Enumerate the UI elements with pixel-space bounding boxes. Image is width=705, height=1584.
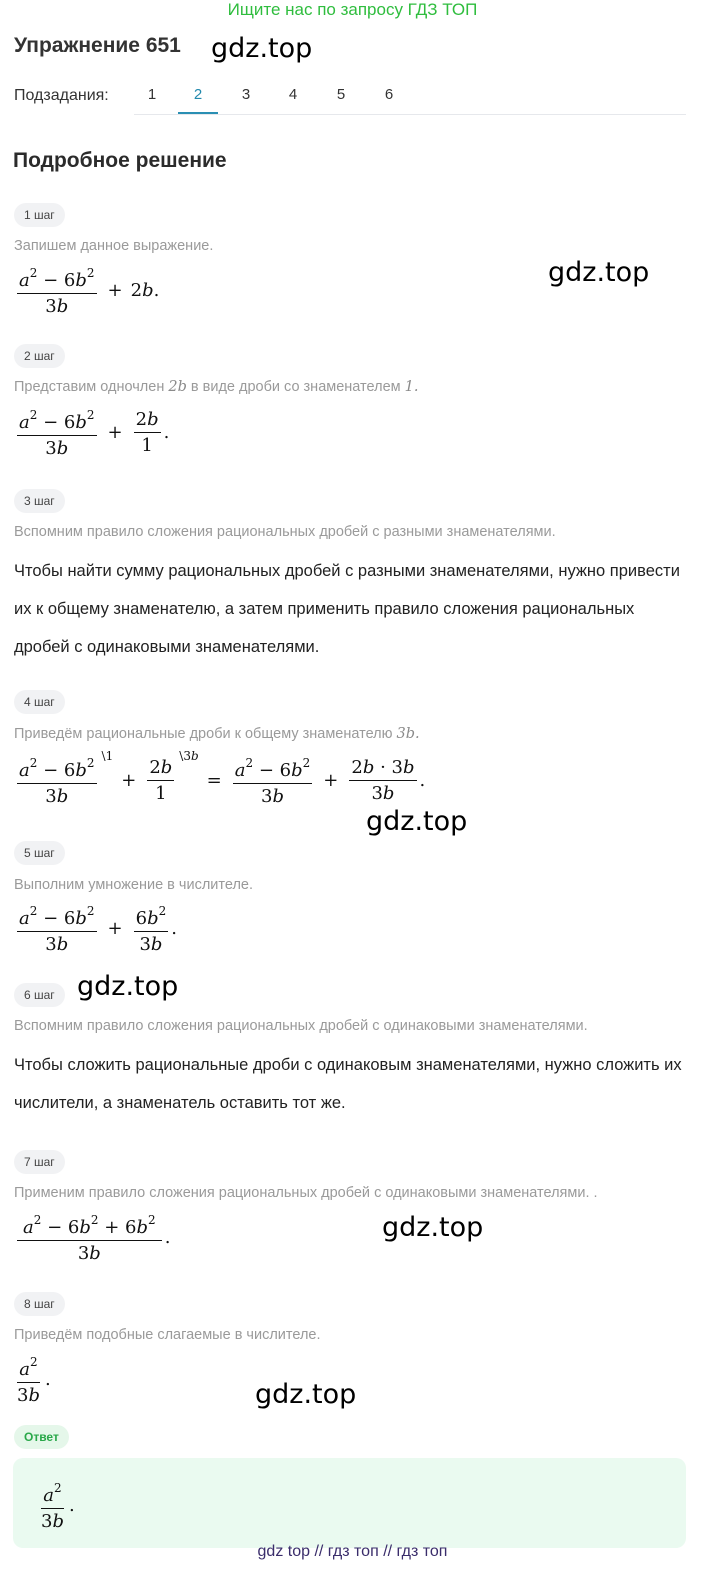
formula: $\frac{a^2 - 6b^2}{3b}$ + $\frac{2b}{1}$ . bbox=[14, 405, 169, 459]
watermark: gdz.top bbox=[382, 1212, 484, 1243]
watermark: gdz.top bbox=[366, 806, 468, 837]
watermark: gdz.top bbox=[548, 257, 650, 288]
step-note: Вспомним правило сложения рациональных дробей с одинаковыми знаменателями. bbox=[14, 1018, 588, 1034]
step-badge: 5 шаг bbox=[14, 841, 65, 865]
formula: $\frac{a^2 - 6b^2}{3b}$ \1 + $\frac{2b}{1}$ \3b = $\frac{a^2 - 6b^2}{3b}$ + $\frac{2b \cdot 3b}{3b}$ . bbox=[19, 749, 426, 807]
footer-links[interactable]: gdz top // гдз топ // гдз топ bbox=[257, 1543, 448, 1560]
subtask-tab-2[interactable]: 2 bbox=[193, 86, 203, 103]
step-badge: 7 шаг bbox=[14, 1150, 65, 1174]
active-tab-indicator bbox=[178, 112, 218, 114]
watermark: gdz.top bbox=[211, 33, 313, 64]
answer-formula: $\frac{a^2}{3b}$ . bbox=[36, 1478, 75, 1532]
step-note: Выполним умножение в числителе. bbox=[14, 877, 253, 893]
step-badge: 2 шаг bbox=[14, 344, 65, 368]
subtasks-label: Подзадания: bbox=[14, 87, 109, 104]
watermark: gdz.top bbox=[77, 971, 179, 1002]
formula: $\frac{a^2}{3b}$ . bbox=[12, 1352, 51, 1406]
step-note: Вспомним правило сложения рациональных дробей с разными знаменателями. bbox=[14, 524, 556, 540]
step-note: Представим одночлен 2b в виде дроби со знаменателем 1. bbox=[14, 379, 419, 395]
subtasks-divider bbox=[134, 114, 686, 115]
rule-text: Чтобы найти сумму рациональных дробей с разными знаменателями, нужно привести их к общему знаменателю, а затем применить правило сложения рациональных дробей с одинаковыми знаменателями. bbox=[14, 562, 680, 656]
step-badge: 3 шаг bbox=[14, 489, 65, 513]
step-note: Применим правило сложения рациональных дробей с одинаковыми знаменателями. . bbox=[14, 1185, 598, 1201]
answer-badge: Ответ bbox=[14, 1425, 69, 1449]
step-badge: 4 шаг bbox=[14, 690, 65, 714]
step-note: Запишем данное выражение. bbox=[14, 238, 214, 254]
subtask-tab-4[interactable]: 4 bbox=[288, 86, 298, 103]
formula: $\frac{a^2 - 6b^2 + 6b^2}{3b}$ . bbox=[14, 1210, 170, 1264]
section-title: Подробное решение bbox=[13, 149, 227, 172]
answer-box bbox=[13, 1458, 686, 1548]
formula: $\frac{a^2 - 6b^2}{3b}$ + 2b. bbox=[14, 263, 159, 317]
rule-text: Чтобы сложить рациональные дроби с одинаковым знаменателями, нужно сложить их числители, а знаменатель оставить тот же. bbox=[14, 1056, 682, 1112]
subtask-tab-3[interactable]: 3 bbox=[241, 86, 251, 103]
search-banner: Ищите нас по запросу ГДЗ ТОП bbox=[227, 0, 478, 19]
subtask-tab-1[interactable]: 1 bbox=[147, 86, 157, 103]
page-title: Упражнение 651 bbox=[14, 34, 181, 57]
step-note: Приведём рациональные дроби к общему знаменателю 3b. bbox=[14, 726, 420, 742]
subtask-tab-6[interactable]: 6 bbox=[384, 86, 394, 103]
step-badge: 1 шаг bbox=[14, 203, 65, 227]
step-badge: 8 шаг bbox=[14, 1292, 65, 1316]
subtask-tab-5[interactable]: 5 bbox=[336, 86, 346, 103]
step-badge: 6 шаг bbox=[14, 983, 65, 1007]
watermark: gdz.top bbox=[255, 1379, 357, 1410]
step-note: Приведём подобные слагаемые в числителе. bbox=[14, 1327, 321, 1343]
formula: $\frac{a^2 - 6b^2}{3b}$ + $\frac{6b^2}{3b}$ . bbox=[14, 901, 177, 955]
